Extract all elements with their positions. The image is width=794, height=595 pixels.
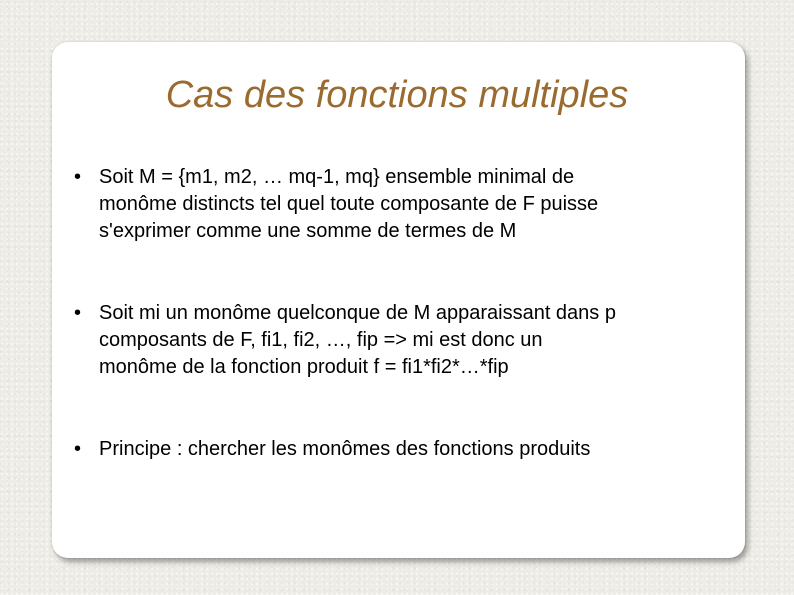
bullet-icon: • [74,166,82,188]
bullet-line: Soit M = {m1, m2, … mq-1, mq} ensemble minimal de [99,166,575,188]
bullet-line: s'exprimer comme une somme de termes de M [99,220,517,242]
bullet-line: monôme de la fonction produit f = fi1*fi2*…*fip [99,356,509,378]
bullet-line: Soit mi un monôme quelconque de M apparaissant dans p [99,302,616,324]
bullet-item [74,436,590,463]
bullet-line: Principe : chercher les monômes des fonctions produits [99,438,591,460]
slide-title: Cas des fonctions multiples [165,74,629,116]
bullet-item [74,164,598,245]
bullet-item [74,300,616,381]
bullet-icon: • [74,438,82,460]
bullet-icon: • [74,302,82,324]
bullet-line: composants de F, fi1, fi2, …, fip => mi est donc un [99,329,543,351]
bullet-line: monôme distincts tel quel toute composante de F puisse [99,193,599,215]
